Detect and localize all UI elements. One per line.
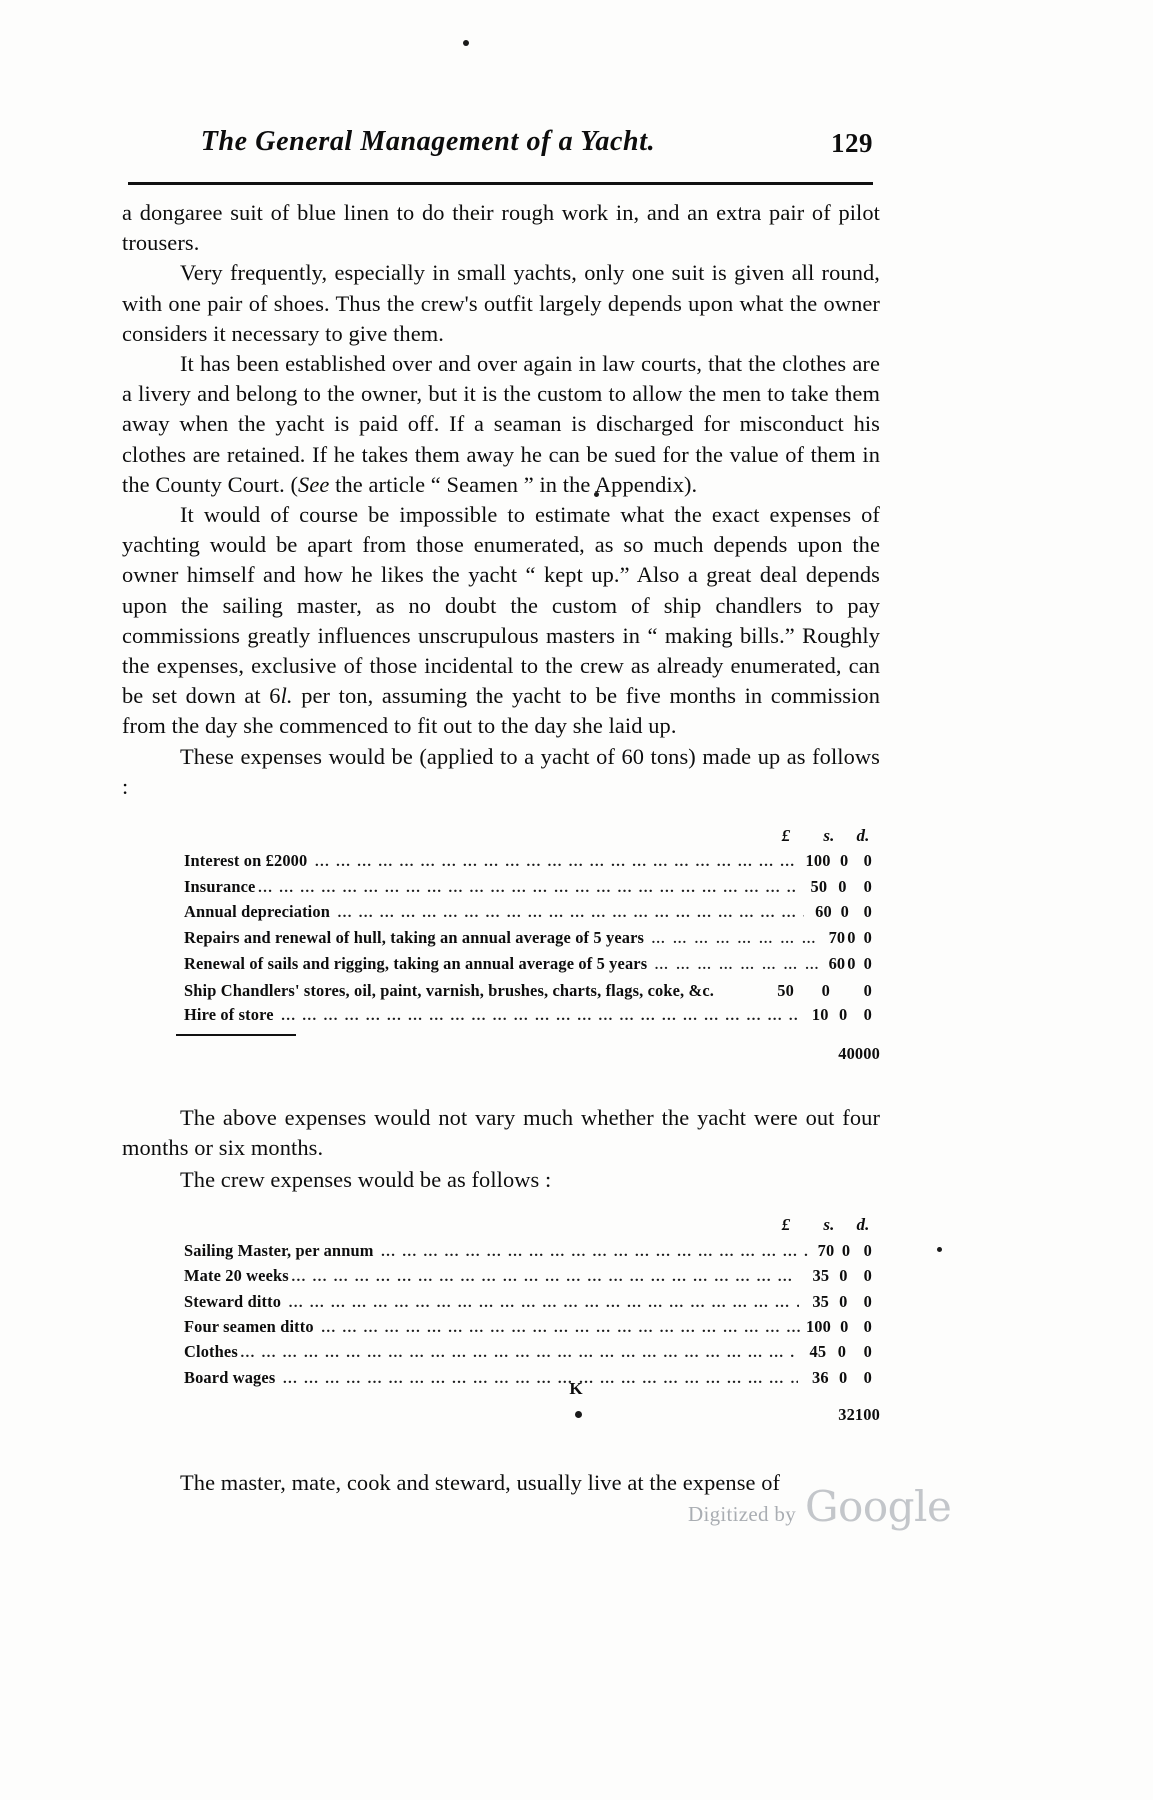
total-shillings: 0 (863, 1405, 872, 1425)
paragraph-5: These expenses would be (applied to a yacht of 60 tons) made up as follows : (122, 743, 880, 799)
row-label: Insurance (184, 876, 256, 896)
paragraph-1: a dongaree suit of blue linen to do their rough work in, and an extra pair of pilot trousers. (122, 200, 880, 256)
row-label: Mate 20 weeks (184, 1266, 289, 1286)
expenses-table-header (184, 824, 880, 848)
row-shillings: 0 (838, 1367, 848, 1387)
row-label: Four seamen ditto (184, 1316, 314, 1336)
table-row (184, 1003, 880, 1028)
row-pounds: 60 (815, 902, 832, 922)
expenses-table (184, 824, 880, 1067)
paragraph-4-text: It would of course be impossible to estimate what the exact expenses of yachting would be apart from those enumerated, as so much depends upon the owner himself and how he likes the yacht “ kept up.” Also a great deal depends upon the sailing master, as no doubt the custom of ship chandlers to pay commissions greatly influences unscrupulous masters in “ making bills.” Roughly the expenses, exclusive of those incidental to the crew as already enumerated, can be set down at 6 (122, 502, 880, 709)
crew-table-header (184, 1213, 880, 1237)
total-pence: 0 (871, 1405, 880, 1425)
signature-mark: K (569, 1379, 584, 1398)
see-italic: See (298, 471, 330, 497)
paragraph-8: The master, mate, cook and steward, usually live at the expense of (180, 1469, 781, 1495)
row-pence: 0 (863, 1316, 873, 1336)
page-title: The General Management of a Yacht. (200, 126, 656, 157)
table-row (184, 1340, 880, 1365)
dot-leader (654, 954, 823, 978)
watermark-google-label: Google (805, 1482, 952, 1531)
see-rest: the article “ Seamen ” in the Appendix). (329, 471, 698, 497)
total-pounds: 400 (838, 1044, 864, 1064)
row-pence: 0 (863, 876, 873, 896)
column-header-shillings: s. (823, 826, 835, 846)
dot-leader (281, 1004, 798, 1028)
column-header-pence: d. (856, 826, 870, 846)
row-pence: 0 (863, 851, 872, 871)
row-pounds: 10 (811, 1004, 829, 1024)
row-shillings: 0 (840, 1316, 849, 1336)
google-watermark (688, 1482, 951, 1531)
row-pounds: 70 (828, 927, 846, 947)
row-label: Board wages (184, 1367, 276, 1387)
dot-leader (291, 1265, 799, 1289)
row-shillings: 0 (839, 1266, 848, 1286)
row-shillings: 0 (847, 927, 856, 947)
table-row (184, 1290, 880, 1315)
row-pence: 0 (863, 1240, 872, 1260)
dot-leader (321, 1316, 801, 1340)
row-label: Steward ditto (184, 1291, 282, 1311)
row-pence: 0 (863, 1266, 873, 1286)
row-pounds: 45 (809, 1342, 827, 1362)
paragraph-4 (122, 500, 880, 742)
table-row (184, 979, 880, 1003)
watermark-digitized-label: Digitized by (688, 1502, 796, 1526)
dot-leader (314, 850, 800, 874)
body-text (122, 198, 880, 1498)
column-header-pounds: £ (781, 1215, 791, 1235)
row-label: Sailing Master, per annum (184, 1240, 374, 1260)
row-pounds: 60 (828, 954, 846, 974)
row-label: Annual depreciation (184, 902, 330, 922)
total-pence: 0 (871, 1044, 880, 1064)
row-pence: 0 (863, 1291, 873, 1311)
row-pence: 0 (863, 902, 872, 922)
table-row (184, 1315, 880, 1340)
row-pounds: 35 (812, 1266, 830, 1286)
row-shillings: 0 (839, 851, 849, 871)
row-pounds: 36 (811, 1367, 829, 1387)
row-pounds: 35 (812, 1291, 830, 1311)
scan-speck-right (937, 1247, 942, 1252)
row-shillings: 0 (837, 1342, 847, 1362)
dot-leader (337, 901, 804, 925)
dot-leader (257, 876, 795, 900)
row-shillings: 0 (840, 902, 849, 922)
dot-leader (381, 1240, 809, 1264)
row-label: Interest on £2000 (184, 851, 308, 871)
dot-leader (240, 1341, 794, 1365)
expenses-total-row (184, 1042, 880, 1066)
row-pence: 0 (863, 1004, 873, 1024)
total-shillings: 0 (863, 1044, 872, 1064)
row-pence: 0 (863, 1342, 872, 1362)
running-head (128, 126, 873, 174)
paragraph-7: The crew expenses would be as follows : (180, 1167, 552, 1193)
table-row (184, 900, 880, 925)
row-label: Renewal of sails and rigging, taking an annual average of 5 years (184, 954, 648, 974)
row-pounds: 50 (810, 876, 828, 896)
total-pounds: 321 (838, 1405, 864, 1425)
header-rule (128, 182, 873, 185)
expenses-total-rule (176, 1034, 296, 1036)
crew-total-row (184, 1403, 880, 1427)
row-label: Clothes (184, 1342, 238, 1362)
column-header-pence: d. (856, 1215, 870, 1235)
table-row (184, 1264, 880, 1289)
per-ton-italic: l. (280, 683, 293, 709)
table-row (184, 926, 880, 952)
row-pence: 0 (863, 927, 872, 947)
row-pounds: 100 (805, 1316, 831, 1336)
table-row (184, 849, 880, 874)
column-header-pounds: £ (781, 826, 791, 846)
table-row (184, 952, 880, 978)
row-pounds: 70 (817, 1240, 835, 1260)
row-shillings: 0 (839, 1291, 848, 1311)
paragraph-3 (122, 349, 880, 500)
column-header-shillings: s. (823, 1215, 835, 1235)
row-pence: 0 (863, 980, 872, 1000)
page-number: 129 (831, 128, 873, 158)
row-label: Repairs and renewal of hull, taking an annual average of 5 years (184, 927, 645, 947)
row-pence: 0 (863, 954, 872, 974)
paragraph-6: The above expenses would not vary much whether the yacht were out four months or six months. (122, 1104, 880, 1160)
per-ton-rest: per ton, assuming the yacht to be five months in commission from the day she commenced to fit out to the day she laid up. (122, 683, 880, 739)
dot-leader (288, 1291, 799, 1315)
scan-speck-top (463, 40, 469, 46)
row-pence: 0 (863, 1367, 872, 1387)
row-shillings: 0 (821, 980, 830, 1000)
row-shillings: 0 (841, 1240, 851, 1260)
row-shillings: 0 (847, 954, 856, 974)
paragraph-3-text: It has been established over and over again in law courts, that the clothes are a livery and belong to the owner, but it is the custom to allow the men to take them away when the yacht is paid off. If a seaman is discharged for misconduct his clothes are retained. If he takes them away he can be sued for the value of them in the County Court. ( (122, 351, 880, 497)
row-label: Ship Chandlers' stores, oil, paint, varnish, brushes, charts, flags, coke, &c. (184, 980, 715, 1000)
row-shillings: 0 (838, 1004, 848, 1024)
row-pounds: 50 (777, 980, 794, 1000)
table-row (184, 875, 880, 900)
row-shillings: 0 (838, 876, 847, 896)
row-label: Hire of store (184, 1004, 274, 1024)
dot-leader (651, 928, 824, 952)
row-pounds: 100 (805, 851, 831, 871)
paragraph-2: Very frequently, especially in small yachts, only one suit is given all round, with one pair of shoes. Thus the crew's outfit largely depends upon what the owner considers it necessary to give them. (122, 260, 880, 346)
table-row (184, 1239, 880, 1264)
